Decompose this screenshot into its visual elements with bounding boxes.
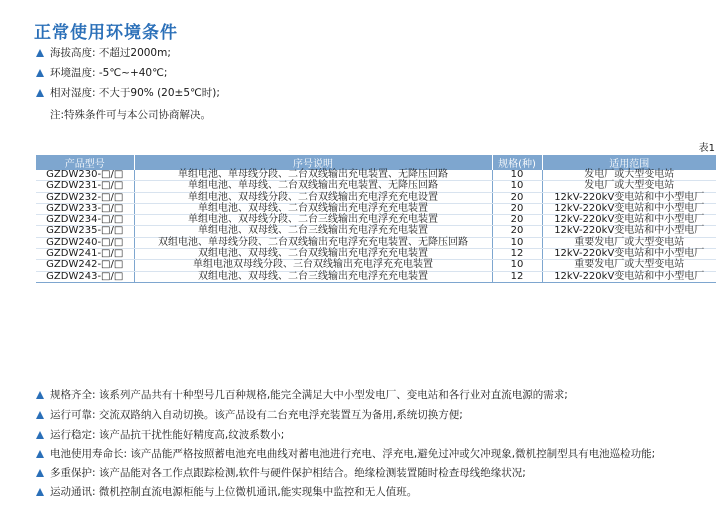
- feature-label: 电池使用寿命长:: [50, 448, 128, 460]
- triangle-bullet-icon: [36, 69, 44, 77]
- page-title: 正常使用环境条件: [34, 23, 178, 43]
- cell-scope: 12kV-220kV变电站和中小型电厂: [542, 271, 716, 282]
- cell-spec: 20: [492, 192, 542, 203]
- cell-scope: 12kV-220kV变电站和中小型电厂: [542, 203, 716, 214]
- triangle-bullet-icon: [36, 469, 44, 477]
- cell-description: 单组电池双母线分段、三台双线输出充电浮充充电装置: [134, 260, 492, 271]
- cell-model: GZDW231-□/□: [36, 181, 134, 192]
- triangle-bullet-icon: [36, 411, 44, 419]
- feature-text: 该系列产品共有十种型号几百种规格,能完全满足大中小型发电厂、变电站和各行业对直流电源的需求;: [98, 389, 568, 401]
- cell-spec: 10: [492, 181, 542, 192]
- cell-description: 单组电池、双母线、二台双线输出充电浮充充电装置: [134, 203, 492, 214]
- table-row: [36, 192, 716, 203]
- cell-model: GZDW233-□/□: [36, 203, 134, 214]
- cell-model: GZDW241-□/□: [36, 249, 134, 260]
- cell-spec: 10: [492, 237, 542, 248]
- feature-item: [36, 387, 568, 402]
- triangle-bullet-icon: [36, 89, 44, 97]
- cell-description: 单组电池、双母线分段、二台三线输出充电浮充充电装置: [134, 215, 492, 226]
- triangle-bullet-icon: [36, 450, 44, 458]
- feature-text: 交流双路纳入自动切换。该产品设有二台充电浮充装置互为备用,系统切换方便;: [98, 409, 463, 421]
- cell-model: GZDW235-□/□: [36, 226, 134, 237]
- cell-scope: 12kV-220kV变电站和中小型电厂: [542, 249, 716, 260]
- condition-temperature: [36, 67, 167, 80]
- cell-description: 双组电池、单母线分段、二台双线输出充电浮充充电装置、无降压回路: [134, 237, 492, 248]
- triangle-bullet-icon: [36, 488, 44, 496]
- feature-item: [36, 465, 526, 480]
- cell-spec: 20: [492, 203, 542, 214]
- header-scope: 适用范围: [542, 155, 716, 170]
- feature-text: 该产品能对各工作点跟踪检测,软件与硬件保护相结合。绝缘检测装置随时检查母线绝缘状况;: [98, 467, 526, 479]
- feature-label: 运动通讯:: [50, 486, 96, 498]
- feature-text: 该产品抗干扰性能好精度高,纹波系数小;: [98, 429, 285, 441]
- triangle-bullet-icon: [36, 431, 44, 439]
- cell-model: GZDW230-□/□: [36, 170, 134, 181]
- feature-item: [36, 484, 417, 499]
- cell-scope: 重要发电厂或大型变电站: [542, 260, 716, 271]
- table-row: [36, 271, 716, 282]
- feature-item: [36, 427, 284, 442]
- cell-scope: 12kV-220kV变电站和中小型电厂: [542, 192, 716, 203]
- cell-description: 双组电池、双母线、二台双线输出充电浮充充电装置: [134, 249, 492, 260]
- cell-model: GZDW240-□/□: [36, 237, 134, 248]
- table-row: [36, 181, 716, 192]
- feature-label: 规格齐全:: [50, 389, 96, 401]
- cell-model: GZDW242-□/□: [36, 260, 134, 271]
- cell-description: 单组电池、双母线、二台三线输出充电浮充充电装置: [134, 226, 492, 237]
- table-row: [36, 226, 716, 237]
- cell-model: GZDW234-□/□: [36, 215, 134, 226]
- triangle-bullet-icon: [36, 391, 44, 399]
- product-table: [36, 155, 716, 283]
- condition-value: 不大于90% (20±5℃时);: [98, 87, 220, 99]
- cell-model: GZDW232-□/□: [36, 192, 134, 203]
- cell-spec: 12: [492, 271, 542, 282]
- feature-item: [36, 446, 655, 461]
- condition-humidity: [36, 87, 220, 100]
- condition-value: 不超过2000m;: [98, 47, 171, 59]
- condition-label: 相对湿度:: [50, 87, 96, 99]
- cell-description: 双组电池、双母线、二台三线输出充电浮充充电装置: [134, 271, 492, 282]
- header-description: 序号说明: [134, 155, 492, 170]
- cell-scope: 重要发电厂或大型变电站: [542, 237, 716, 248]
- condition-value: -5℃~+40℃;: [98, 67, 168, 79]
- table-row: [36, 203, 716, 214]
- feature-text: 微机控制直流电源柜能与上位微机通讯,能实现集中监控和无人值班。: [98, 486, 418, 498]
- cell-scope: 12kV-220kV变电站和中小型电厂: [542, 226, 716, 237]
- feature-text: 该产品能严格按照蓄电池充电曲线对蓄电池进行充电、浮充电,避免过冲或欠冲现象,微机控制型具有电池巡检功能;: [130, 448, 656, 460]
- cell-scope: 发电厂或大型变电站: [542, 170, 716, 181]
- cell-scope: 发电厂或大型变电站: [542, 181, 716, 192]
- cell-spec: 20: [492, 226, 542, 237]
- feature-item: [36, 407, 463, 422]
- feature-label: 运行稳定:: [50, 429, 96, 441]
- cell-model: GZDW243-□/□: [36, 271, 134, 282]
- cell-description: 单组电池、单母线、二台双线输出充电装置、无降压回路: [134, 181, 492, 192]
- cell-spec: 12: [492, 249, 542, 260]
- table-row: [36, 260, 716, 271]
- cell-spec: 10: [492, 170, 542, 181]
- cell-scope: 12kV-220kV变电站和中小型电厂: [542, 215, 716, 226]
- triangle-bullet-icon: [36, 49, 44, 57]
- condition-label: 海拔高度:: [50, 47, 96, 59]
- feature-label: 运行可靠:: [50, 409, 96, 421]
- cell-spec: 20: [492, 215, 542, 226]
- feature-label: 多重保护:: [50, 467, 96, 479]
- table-label: 表1: [698, 143, 715, 154]
- table-row: [36, 237, 716, 248]
- condition-note: 注:特殊条件可与本公司协商解决。: [50, 109, 212, 121]
- condition-altitude: [36, 47, 171, 60]
- header-model: 产品型号: [36, 155, 134, 170]
- condition-label: 环境温度:: [50, 67, 96, 79]
- cell-spec: 10: [492, 260, 542, 271]
- table-header-row: [36, 155, 716, 170]
- cell-description: 单组电池、单母线分段、二台双线输出充电装置、无降压回路: [134, 170, 492, 181]
- header-spec: 规格(种): [492, 155, 542, 170]
- cell-description: 单组电池、双母线分段、二台双线输出充电浮充充电设置: [134, 192, 492, 203]
